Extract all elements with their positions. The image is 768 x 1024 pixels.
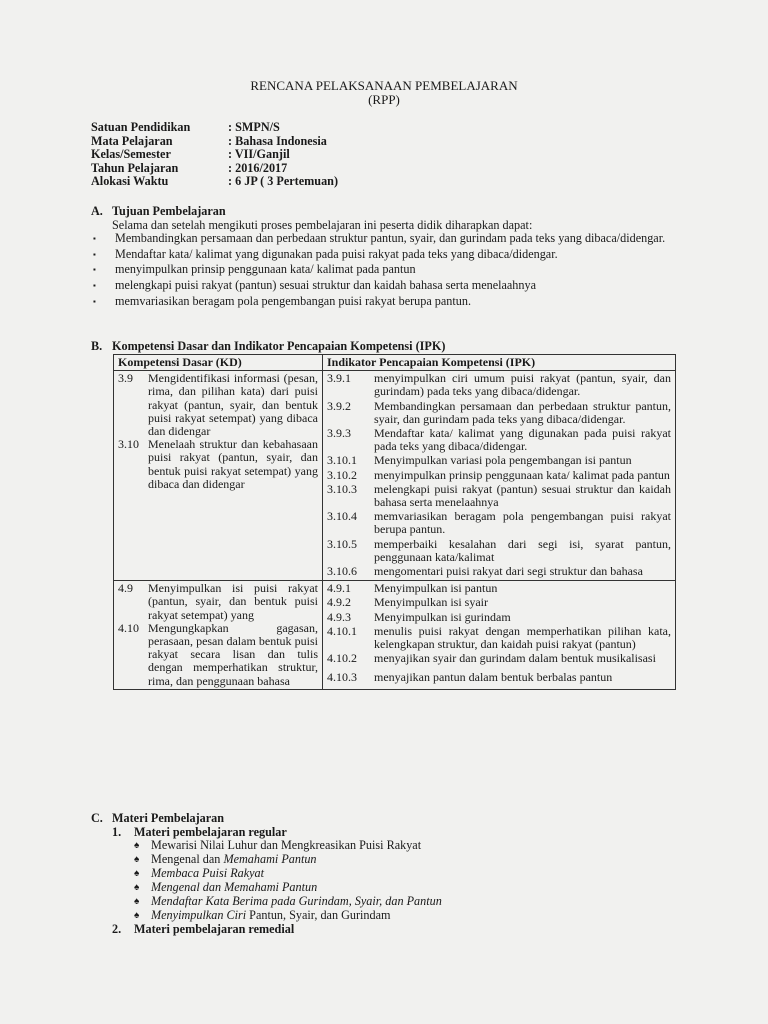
ipk-text: Menyimpulkan isi pantun xyxy=(374,581,498,596)
square-bullet-icon: ▪ xyxy=(93,265,96,275)
subsection-title: Materi pembelajaran remedial xyxy=(134,922,295,937)
material-text-italic: Memahami Pantun xyxy=(223,852,317,867)
ipk-text: memvariasikan beragam pola pengembangan puisi rakyat berupa pantun. xyxy=(374,509,671,537)
meta-row xyxy=(91,135,338,149)
material-text xyxy=(151,909,391,923)
subsection-regular xyxy=(112,826,442,840)
kd-text: Menelaah struktur dan kebahasaan puisi rakyat (pantun, syair, dan bentuk puisi rakyat setempat) yang dibaca dan didengar xyxy=(148,437,318,491)
ipk-item xyxy=(327,483,671,509)
list-item xyxy=(91,263,681,277)
square-bullet-icon: ▪ xyxy=(93,234,96,244)
table-row xyxy=(114,371,676,581)
ipk-text: Menyimpulkan isi gurindam xyxy=(374,609,511,624)
meta-value: : 6 JP ( 3 Pertemuan) xyxy=(228,174,338,188)
section-title: Materi Pembelajaran xyxy=(112,811,225,825)
meta-row xyxy=(91,162,338,176)
ipk-text: mengomentari puisi rakyat dari segi struktur dan bahasa xyxy=(374,564,643,579)
document-subtitle: (RPP) xyxy=(368,92,400,107)
kd-number: 4.10 xyxy=(118,620,139,635)
kd-number: 3.9 xyxy=(118,371,133,386)
material-text: Mendaftar Kata Berima pada Gurindam, Syair, dan Pantun xyxy=(151,894,442,909)
square-bullet-icon: ▪ xyxy=(93,296,96,306)
list-item xyxy=(91,295,681,309)
kd-text: Mengidentifikasi informasi (pesan, rima, dan pilihan kata) dari puisi rakyat (pantun, syair, dan bentuk puisi rakyat setempat) yang dibaca dan didengar xyxy=(148,371,318,439)
objective-text: menyimpulkan prinsip penggunaan kata/ kalimat pada pantun xyxy=(115,262,416,277)
ipk-item xyxy=(327,582,671,595)
meta-label: Mata Pelajaran xyxy=(91,133,173,148)
objective-text: Membandingkan persamaan dan perbedaan struktur pantun, syair, dan gurindam pada teks yang dibaca/didengar. xyxy=(115,231,666,246)
ipk-number: 3.10.3 xyxy=(327,481,357,496)
section-b-heading xyxy=(91,340,445,354)
section-title: Kompetensi Dasar dan Indikator Pencapaian Kompetensi (IPK) xyxy=(112,339,446,353)
spade-bullet-icon: ♠ xyxy=(134,840,140,852)
objective-list xyxy=(91,232,681,308)
list-item xyxy=(134,881,442,895)
meta-row xyxy=(91,175,338,189)
objective-text: memvariasikan beragam pola pengembangan puisi rakyat berupa pantun. xyxy=(115,293,472,308)
ipk-text: menyimpulkan ciri umum puisi rakyat (pantun, syair, dan gurindam) pada teks yang dibaca/didengar. xyxy=(374,371,671,399)
list-item xyxy=(134,839,442,853)
ipk-text: Membandingkan persamaan dan perbedaan struktur pantun, syair, dan gurindam pada teks yang dibaca/didengar. xyxy=(374,398,671,426)
ipk-text: menulis puisi rakyat dengan memperhatikan pilihan kata, kelengkapan struktur, dan kaidah puisi rakyat (pantun) xyxy=(374,623,671,652)
meta-value: : SMPN/S xyxy=(228,120,280,134)
kd-cell xyxy=(114,371,323,581)
ipk-number: 3.10.6 xyxy=(327,564,357,579)
document-title: RENCANA PELAKSANAAN PEMBELAJARAN xyxy=(250,78,518,93)
ipk-cell xyxy=(323,581,676,690)
subsection-number: 2. xyxy=(112,922,122,937)
ipk-item xyxy=(327,611,671,624)
objective-text: melengkapi puisi rakyat (pantun) sesuai struktur dan kaidah bahasa serta menelaahnya xyxy=(115,277,536,292)
section-b xyxy=(91,340,445,354)
kd-item xyxy=(118,582,318,622)
section-letter: A. xyxy=(91,204,103,218)
ipk-cell xyxy=(323,371,676,581)
section-c xyxy=(91,812,442,937)
ipk-number: 3.10.4 xyxy=(327,509,357,524)
list-item xyxy=(134,909,442,923)
ipk-text: menyimpulkan prinsip penggunaan kata/ kalimat pada pantun xyxy=(374,467,670,482)
section-a-heading xyxy=(91,205,681,219)
square-bullet-icon: ▪ xyxy=(93,280,96,290)
ipk-text: Mendaftar kata/ kalimat yang digunakan pada puisi rakyat pada teks yang dibaca/didengar. xyxy=(374,426,671,454)
spade-bullet-icon: ♠ xyxy=(134,854,140,866)
ipk-item xyxy=(327,400,671,426)
section-a-intro: Selama dan setelah mengikuti proses pembelajaran ini peserta didik diharapkan dapat: xyxy=(112,217,533,232)
ipk-item xyxy=(327,596,671,609)
ipk-number: 3.9.1 xyxy=(327,371,351,386)
ipk-number: 4.10.1 xyxy=(327,623,357,638)
objective-text: Mendaftar kata/ kalimat yang digunakan pada puisi rakyat pada teks yang dibaca/didengar. xyxy=(115,246,558,261)
ipk-number: 3.10.2 xyxy=(327,467,357,482)
list-item xyxy=(91,232,681,246)
table-row xyxy=(114,581,676,690)
list-item xyxy=(134,895,442,909)
spade-bullet-icon: ♠ xyxy=(134,882,140,894)
table-header-row xyxy=(114,355,676,371)
list-item xyxy=(91,248,681,262)
ipk-text: menyajikan pantun dalam bentuk berbalas pantun xyxy=(374,670,613,685)
meta-row xyxy=(91,148,338,162)
section-letter: B. xyxy=(91,339,103,353)
material-text xyxy=(151,853,317,867)
kd-number: 4.9 xyxy=(118,581,133,596)
meta-label: Kelas/Semester xyxy=(91,147,171,161)
section-title: Tujuan Pembelajaran xyxy=(112,204,226,218)
meta-value: : VII/Ganjil xyxy=(228,147,290,161)
ipk-item xyxy=(327,469,671,482)
kd-number: 3.10 xyxy=(118,437,139,452)
meta-row xyxy=(91,121,338,135)
ipk-text: menyajikan syair dan gurindam dalam bentuk musikalisasi xyxy=(374,651,656,666)
column-header-ipk: Indikator Pencapaian Kompetensi (IPK) xyxy=(323,355,676,371)
document-title-block xyxy=(0,79,768,107)
material-text-plain: Pantun, Syair, dan Gurindam xyxy=(246,908,391,923)
section-letter: C. xyxy=(91,811,103,825)
ipk-number: 4.10.2 xyxy=(327,651,357,666)
kd-cell xyxy=(114,581,323,690)
subsection-number: 1. xyxy=(112,824,122,839)
ipk-number: 3.9.3 xyxy=(327,426,351,441)
meta-label: Tahun Pelajaran xyxy=(91,160,179,175)
ipk-number: 3.9.2 xyxy=(327,398,351,413)
section-a xyxy=(91,205,681,310)
identity-block xyxy=(91,121,338,189)
competency-table xyxy=(113,354,676,690)
ipk-item xyxy=(327,538,671,564)
ipk-text: Menyimpulkan isi syair xyxy=(374,595,488,610)
ipk-item xyxy=(327,372,671,398)
subsection-remedial xyxy=(112,923,442,937)
ipk-number: 3.10.5 xyxy=(327,536,357,551)
ipk-item xyxy=(327,510,671,536)
column-header-kd: Kompetensi Dasar (KD) xyxy=(114,355,323,371)
material-text: Mengenal dan Memahami Pantun xyxy=(151,880,318,895)
ipk-number: 4.9.2 xyxy=(327,595,351,610)
kd-item xyxy=(118,438,318,491)
kd-item xyxy=(118,622,318,688)
ipk-item xyxy=(327,454,671,467)
ipk-item xyxy=(327,625,671,651)
kd-text: Mengungkapkan gagasan, perasaan, pesan dalam bentuk puisi rakyat secara lisan dan tulis dengan memperhatikan struktur, rima, dan penggunaan bahasa xyxy=(148,620,318,688)
ipk-item xyxy=(327,565,671,578)
material-text: Membaca Puisi Rakyat xyxy=(151,866,265,881)
spade-bullet-icon: ♠ xyxy=(134,910,140,922)
ipk-item xyxy=(327,671,671,684)
meta-value: : Bahasa Indonesia xyxy=(228,133,327,148)
meta-value: : 2016/2017 xyxy=(228,160,288,175)
kd-item xyxy=(118,372,318,438)
ipk-text: memperbaiki kesalahan dari segi isi, syarat pantun, penggunaan kata/kalimat xyxy=(374,536,671,564)
square-bullet-icon: ▪ xyxy=(93,249,96,259)
list-item xyxy=(134,853,442,867)
subsection-title: Materi pembelajaran regular xyxy=(134,824,287,839)
list-item xyxy=(91,279,681,293)
material-text: Mewarisi Nilai Luhur dan Mengkreasikan Puisi Rakyat xyxy=(151,838,422,853)
spade-bullet-icon: ♠ xyxy=(134,868,140,880)
spade-bullet-icon: ♠ xyxy=(134,896,140,908)
ipk-number: 4.10.3 xyxy=(327,670,357,685)
ipk-number: 4.9.3 xyxy=(327,609,351,624)
material-list xyxy=(134,839,442,923)
ipk-number: 3.10.1 xyxy=(327,453,357,468)
material-text-plain: Mengenal dan xyxy=(151,852,224,867)
meta-label: Alokasi Waktu xyxy=(91,174,169,188)
kd-text: Menyimpulkan isi puisi rakyat (pantun, syair, dan bentuk puisi rakyat setempat) yang xyxy=(148,581,318,622)
ipk-item xyxy=(327,652,671,665)
ipk-text: melengkapi puisi rakyat (pantun) sesuai struktur dan kaidah bahasa serta menelaahnya xyxy=(374,481,671,510)
list-item xyxy=(134,867,442,881)
ipk-text: Menyimpulkan variasi pola pengembangan isi pantun xyxy=(374,453,632,468)
ipk-number: 4.9.1 xyxy=(327,581,351,596)
material-text-italic: Menyimpulkan Ciri xyxy=(151,908,247,923)
section-c-heading xyxy=(91,812,442,826)
meta-label: Satuan Pendidikan xyxy=(91,120,191,134)
ipk-item xyxy=(327,427,671,453)
